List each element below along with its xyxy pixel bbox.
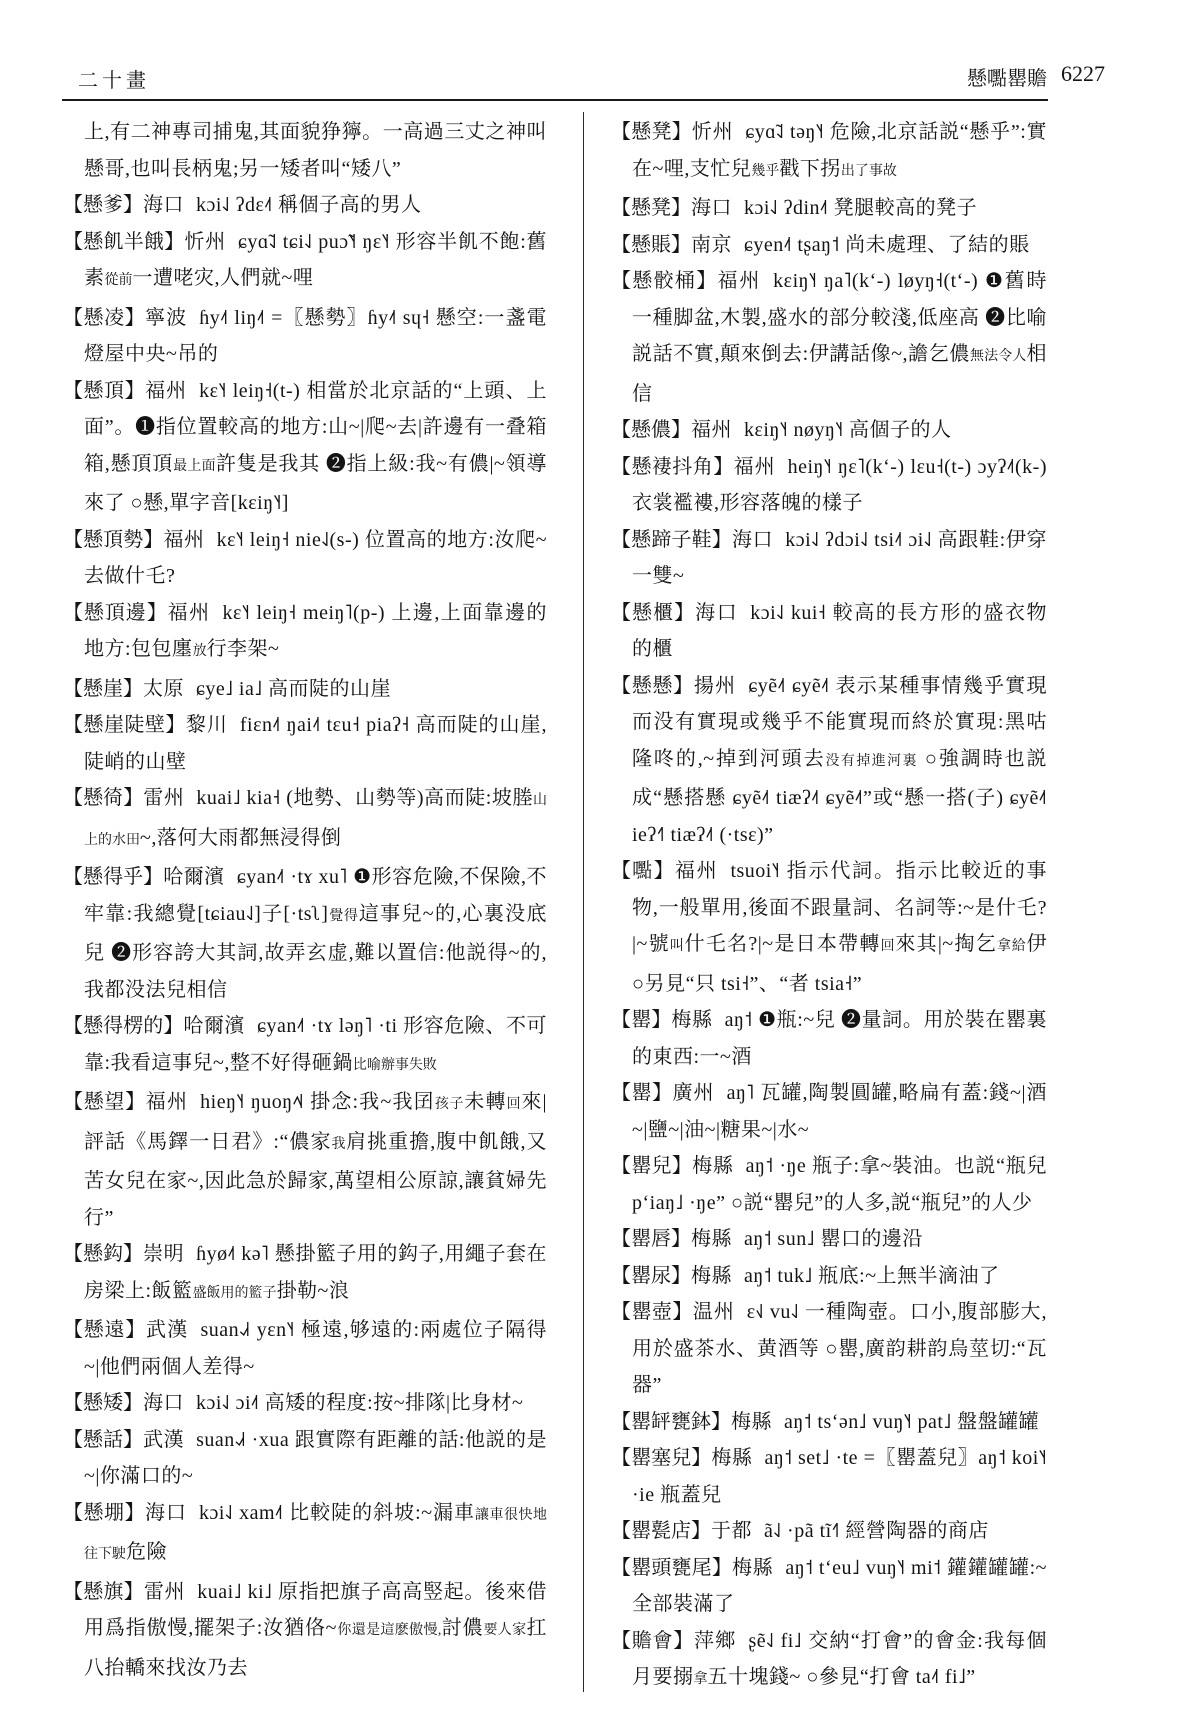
entry-headword: 【懸旗】: [63, 1580, 144, 1603]
dictionary-entry: [63, 300, 547, 373]
entry-body: ã˨˩ ·pã tĩ˧˥ 經營陶器的商店: [764, 1520, 989, 1542]
inline-gloss: 比喻辦事失敗: [352, 1057, 437, 1073]
entry-region: 太原: [143, 677, 184, 700]
dictionary-entry: [611, 1148, 1047, 1221]
entry-body: ɛ˧˩ vu˨˩ 一種陶壺。口小,腹部膨大,用於盛茶水、黄酒等 ○罌,廣韵耕韵烏莖切:“瓦器”: [632, 1301, 1047, 1396]
inline-gloss: 要人家: [483, 1623, 527, 1638]
dictionary-entry: [63, 373, 547, 522]
entry-body: aŋ˦ tʻeu˩ vuŋ˥˧ mi˦ 鑵鑵罐罐:~全部裝滿了: [632, 1556, 1047, 1615]
entry-region: 福州: [733, 455, 776, 478]
entry-region: 寧波: [145, 306, 188, 329]
entry-region: 梅縣: [671, 1009, 713, 1031]
entry-body: aŋ˦ sun˩ 罌口的邊沿: [744, 1228, 923, 1250]
entry-region: 海口: [695, 601, 739, 624]
entry-body: ɕye˩ ia˩ 高而陡的山崖: [196, 677, 391, 700]
dictionary-entry: [63, 1084, 547, 1236]
entry-region: 温州: [692, 1301, 735, 1323]
entry-body: ɕyen˨˦ tʂaŋ˦ 尚未處理、了結的賬: [744, 233, 1030, 256]
dictionary-entry: [63, 671, 547, 708]
entry-headword: 【懸得乎】: [63, 866, 164, 888]
dictionary-entry: [611, 449, 1047, 522]
inline-gloss: 山上的水田: [84, 793, 547, 848]
entry-region: 廣州: [672, 1082, 715, 1104]
dictionary-entry: [63, 187, 547, 224]
stroke-index-label: 二十畫: [78, 70, 150, 92]
entry-region: 萍鄉: [694, 1629, 737, 1652]
entry-region: 梅縣: [691, 1228, 732, 1250]
entry-region: 福州: [691, 419, 732, 441]
entry-headword: 【懸褄抖角】: [611, 455, 734, 478]
entry-headword: 【罌唇】: [611, 1228, 691, 1250]
entry-region: 梅縣: [692, 1155, 734, 1177]
dictionary-entry: [611, 190, 1047, 227]
entry-body: kɔi˨˩ ɔi˨˦ 高矮的程度:按~排隊|比身材~: [196, 1392, 524, 1414]
entry-region: 福州: [717, 270, 762, 292]
entry-body: kɔi˨˩ kui˧ 較高的長方形的盛衣物的櫃: [632, 601, 1047, 660]
dictionary-entry: [611, 1513, 1047, 1550]
dictionary-entry: [63, 1574, 547, 1687]
entry-headword: 【懸望】: [63, 1091, 146, 1113]
inline-gloss: 孩子: [434, 1097, 465, 1112]
entry-body: ɦyø˨˦ kə˥ 懸掛籃子用的鈎子,用繩子套在房梁上:飯籃盛飯用的籃子掛勒~浪: [84, 1243, 547, 1302]
entry-headword: 【懸懸】: [611, 674, 694, 697]
dictionary-entry: [63, 1385, 547, 1422]
entry-headword: 【贍會】: [611, 1629, 694, 1652]
entry-headword: 【罌甏店】: [611, 1520, 711, 1542]
entry-region: 哈爾濱: [183, 1015, 246, 1037]
entry-headword: 【懸崖】: [63, 677, 143, 700]
entry-region: 海口: [143, 1392, 184, 1414]
entry-body: ɕyẽ˨˦ ɕyẽ˨˦ 表示某種事情幾乎實現而没有實現或幾乎不能實現而終於實現:黑咕隆咚的,~掉到河頭去没有掉進河裏 ○強調時也説成“懸搭懸 ɕyẽ˨˦ tiæʔ˨˦ ɕyẽ˨˦”或“懸一搭(子) ɕyẽ˨˦ ieʔ˧˥ tiæʔ˨˦ (·tsɛ)”: [632, 674, 1047, 846]
entry-headword: 【懸凳】: [611, 197, 691, 219]
dictionary-entry: [63, 1422, 547, 1495]
inline-gloss: 你還是這麽傲慢,: [337, 1623, 442, 1638]
inline-gloss: 拿: [693, 1672, 708, 1687]
inline-gloss: 幾乎: [751, 163, 780, 179]
inline-gloss: 回: [506, 1097, 522, 1112]
dictionary-entry: [611, 412, 1047, 449]
dictionary-entry: [611, 1258, 1047, 1295]
entry-body: fiɛn˨˦ ŋai˨˦ tɛu˧ piaʔ˧ 高而陡的山崖,陡峭的山壁: [84, 714, 547, 773]
entry-headword: 【懸頂邊】: [63, 601, 168, 624]
dictionary-entry: [63, 1312, 547, 1385]
header-rule: [62, 99, 1048, 101]
dictionary-entry: [611, 853, 1047, 1002]
column-divider: [583, 112, 584, 1692]
entry-region: 海口: [731, 528, 774, 551]
entry-region: 福州: [145, 1091, 189, 1113]
inline-gloss: 拿給: [997, 939, 1027, 954]
entry-region: 揚州: [693, 674, 737, 697]
entry-region: 梅縣: [731, 1556, 774, 1579]
inline-gloss: 無法令人: [970, 349, 1027, 364]
entry-body: aŋ˥ 瓦罐,陶製圓罐,略扁有蓋:錢~|酒~|鹽~|油~|糖果~|水~: [632, 1082, 1047, 1141]
entry-headword: 【懸櫃】: [611, 601, 696, 624]
inline-gloss: 回: [880, 939, 896, 954]
dictionary-entry: [63, 707, 547, 780]
dictionary-entry: [611, 263, 1047, 412]
entry-region: 于都: [711, 1520, 752, 1542]
entry-body: ɕyan˨˦ ·tɤ ləŋ˥ ·ti 形容危險、不可靠:我看這事兒~,整不好得砸鍋比喻辦事失敗: [84, 1015, 547, 1074]
entry-body: ɕyɑ̃˨˩ təŋ˥˧ 危險,北京話説“懸乎”:實在~哩,支忙兒幾乎戳下拐出了事故: [632, 121, 1047, 180]
entry-headword: 【懸遠】: [63, 1319, 146, 1341]
inline-gloss: 讓車很快地往下駛: [84, 1507, 547, 1562]
dictionary-entry: [611, 1404, 1047, 1441]
entry-body: hieŋ˥˧ ŋuoŋ˨˦˨ 掛念:我~我囝孩子未轉回來|評話《馬鐸一日君》:“儂家我肩挑重擔,腹中飢餓,又苦女兒在家~,因此急於歸家,萬望相公原諒,讓貧婦先行”: [84, 1091, 547, 1229]
entry-body: kɔi˨˩ ʔdɔi˨˩ tsi˨˦ ɔi˨˩ 高跟鞋:伊穿一雙~: [632, 528, 1047, 587]
entry-headword: 【罌】: [611, 1009, 672, 1031]
dictionary-entry: [611, 1623, 1047, 1699]
right-column: [611, 114, 1047, 1710]
entry-body: ʂẽ˨˩ fi˩ 交納“打會”的會金:我每個月要搦拿五十塊錢~ ○參見“打會 ta˨˦ fi˩”: [632, 1629, 1047, 1688]
inline-gloss: 放: [192, 644, 207, 659]
entry-headword: 【懸鈎】: [63, 1243, 144, 1265]
dictionary-entry: [611, 227, 1047, 264]
inline-gloss: 我: [331, 1136, 347, 1152]
dictionary-entry: [611, 1075, 1047, 1148]
entry-body: kɛ˥˧ leiŋ˧ meiŋ˥(p-) 上邊,上面靠邊的地方:包包廛放行李架~: [84, 601, 547, 660]
left-column: [63, 114, 547, 1710]
entry-region: 海口: [691, 197, 732, 219]
entry-body: kɛ˥˧ leiŋ˧ nie˨˩(s-) 位置高的地方:汝爬~去做什乇?: [84, 528, 547, 587]
entry-region: 哈爾濱: [163, 866, 225, 888]
dictionary-entry: [63, 1008, 547, 1084]
entry-body: kɛiŋ˥˧ nøyŋ˥˧ 高個子的人: [744, 419, 952, 441]
dictionary-entry: [63, 522, 547, 595]
entry-headword: 【罌兒】: [611, 1155, 693, 1177]
entry-body: kuai˩ kia˧ (地勢、山勢等)高而陡:坡塍山上的水田~,落何大雨都無浸得倒: [84, 787, 547, 849]
dictionary-entry: [611, 1294, 1047, 1404]
entry-body: kɔi˨˩ xam˨˦ 比較陡的斜坡:~漏車讓車很快地往下駛危險: [84, 1501, 547, 1563]
entry-headword: 【懸賬】: [611, 233, 691, 256]
dictionary-entry: [63, 1236, 547, 1312]
entry-body: aŋ˦ tuk˩ 瓶底:~上無半滴油了: [744, 1264, 1000, 1287]
entry-headword: 【懸凌】: [63, 306, 146, 329]
dictionary-entry: [611, 114, 1047, 190]
entry-body: ɕyan˨˦ ·tɤ xu˥ ❶形容危險,不保險,不牢靠:我總覺[tɕiau˨˩]子[·tsʅ]覺得這事兒~的,心裏没底兒 ❷形容誇大其詞,故弄玄虚,難以置信:他説得~的,我都没法兒相信: [84, 866, 547, 1001]
entry-headword: 【罌頭甕尾】: [611, 1556, 732, 1579]
entry-region: 海口: [143, 194, 184, 216]
dictionary-entry: [611, 668, 1047, 854]
entry-headword: 【懸徛】: [63, 787, 144, 809]
entry-body: ɕyɑ̃˨˩ tɕi˨˩ puɔ̃˥˧ ŋɛ˥˧ 形容半飢不飽:舊素從前一遭咾灾,人們就~哩: [84, 230, 547, 289]
entry-headword: 【懸蹄子鞋】: [611, 528, 732, 551]
entry-headword: 【罌】: [611, 1082, 673, 1104]
entry-body: aŋ˦ set˩ ·te =〖罌蓋兒〗aŋ˦ koi˥˧ ·ie 瓶蓋兒: [632, 1447, 1047, 1506]
inline-gloss: 叫: [669, 939, 685, 954]
entry-headword: 【懸凳】: [611, 121, 692, 143]
entry-region: 崇明: [143, 1243, 185, 1265]
entry-headword: 【懸頂】: [63, 379, 146, 402]
entry-region: 忻州: [184, 230, 227, 253]
entry-headword: 【懸骹桶】: [611, 270, 718, 292]
entry-region: 福州: [674, 860, 719, 882]
entry-body: ɦy˨˦ liŋ˨˦ =〖懸勢〗ɦy˨˦ sɥ˧ 懸空:一盞電燈屋中央~吊的: [84, 306, 547, 365]
entry-region: 福州: [167, 601, 211, 624]
entry-region: 黎川: [185, 714, 228, 736]
entry-body: kɔi˨˩ ʔdɛ˨˦ 稱個子高的男人: [196, 194, 422, 216]
entry-headword: 【懸頂勢】: [63, 528, 164, 551]
entry-headword: 【懸崖陡壁】: [63, 714, 186, 736]
entry-body: tsuoi˥˧ 指示代詞。指示比較近的事物,一般單用,後面不跟量詞、名詞等:~是什乇?|~號叫什乇名?|~是日本帶轉回來其|~掏乞拿給伊 ○另見“只 tsi˧”、“者 tsia˧”: [632, 860, 1047, 995]
dictionary-entry: [63, 224, 547, 300]
entry-region: 雷州: [143, 1580, 186, 1603]
entry-region: 忻州: [691, 121, 734, 143]
entry-body: kɔi˨˩ ʔdin˨˦ 凳腿較高的凳子: [744, 197, 978, 219]
entry-headword: 【罌塞兒】: [611, 1447, 712, 1469]
entry-headword: 【嚸】: [611, 860, 675, 882]
entry-headword: 【懸得楞的】: [63, 1015, 184, 1037]
inline-gloss: 没有掉進河裏: [825, 753, 918, 769]
entry-body: heiŋ˥˧ ŋɛ˥(kʻ-) lɛu˧(t-) ɔyʔ˨˦(k-) 衣裳襤褸,形容落魄的樣子: [632, 455, 1047, 514]
dictionary-entry: [611, 1002, 1047, 1075]
entry-body: kɛiŋ˥˧ ŋa˥(kʻ-) løyŋ˧(tʻ-) ❶舊時一種脚盆,木製,盛水的部分較淺,低座高 ❷比喻説話不實,顛來倒去:伊講話像~,譫乞儂無法令人相信: [632, 270, 1047, 405]
continuation-text: 上,有二神專司捕鬼,其面貌狰獰。一高過三丈之神叫懸哥,也叫長柄鬼;另一矮者叫“矮八”: [84, 121, 547, 180]
entry-body: kɛ˥˧ leiŋ˧(t-) 相當於北京話的“上頭、上面”。❶指位置較高的地方:山~|爬~去|許邊有一叠箱箱,懸頂頂最上面許隻是我其 ❷指上級:我~有儂|~領導來了 ○懸,單字音[kɛiŋ˥˧]: [84, 379, 547, 514]
inline-gloss: 從前: [104, 273, 133, 288]
dictionary-entry: [63, 780, 547, 859]
inline-gloss: 盛飯用的籃子: [192, 1285, 277, 1301]
entry-region: 南京: [691, 233, 732, 256]
entry-headword: 【懸堋】: [63, 1501, 145, 1524]
dictionary-entry: [611, 1221, 1047, 1258]
entry-body: aŋ˦ ❶瓶:~兒 ❷量詞。用於裝在罌裏的東西:一~酒: [632, 1009, 1047, 1068]
entry-headword: 【懸飢半餓】: [63, 230, 185, 253]
entry-region: 福州: [163, 528, 205, 551]
entry-headword: 【罌䍈甕鉢】: [611, 1410, 731, 1433]
entry-body: aŋ˦ ·ŋe 瓶子:拿~裝油。也説“瓶兒 pʻiaŋ˩ ·ŋe” ○説“罌兒”的人多,説“瓶兒”的人少: [632, 1155, 1047, 1214]
entry-headword: 【罌尿】: [611, 1264, 691, 1287]
entry-region: 海口: [145, 1501, 187, 1524]
entry-region: 梅縣: [691, 1264, 732, 1287]
entry-headword: 【罌壺】: [611, 1301, 693, 1323]
entry-body: kuai˩ ki˩ 原指把旗子高高竪起。後來借用爲指傲慢,擺架子:汝猶佫~你還是這麽傲慢,討儂要人家扛八抬轎來找汝乃去: [84, 1580, 547, 1679]
inline-gloss: 最上面: [173, 458, 216, 474]
entry-region: 福州: [145, 379, 188, 402]
dictionary-entry: [63, 1495, 547, 1574]
dictionary-entry: [611, 595, 1047, 668]
entry-headword: 【懸儂】: [611, 419, 691, 441]
entry-region: 梅縣: [731, 1410, 772, 1433]
dictionary-entry: [611, 522, 1047, 595]
entry-region: 武漢: [143, 1428, 185, 1451]
dictionary-entry: [611, 1550, 1047, 1623]
entry-body: aŋ˦ tsʻən˩ vuŋ˥˧ pat˩ 盤盤罐罐: [784, 1410, 1040, 1433]
entry-headword: 【懸話】: [63, 1428, 144, 1451]
entry-headword: 【懸爹】: [63, 194, 143, 216]
entry-region: 武漢: [145, 1319, 189, 1341]
entry-body: suan˨˩˧ ·xua 跟實際有距離的話:他説的是~|你滿口的~: [84, 1428, 547, 1487]
page-number: 6227: [1061, 61, 1105, 86]
entry-region: 雷州: [143, 787, 185, 809]
inline-gloss: 出了事故: [840, 163, 897, 179]
entry-body: suan˨˩˧ yɛn˥˧ 極遠,够遠的:兩處位子隔得~|他們兩個人差得~: [84, 1319, 547, 1378]
guide-words: 懸嚸罌贍: [967, 68, 1047, 90]
inline-gloss: 覺得: [328, 908, 359, 924]
dictionary-entry: [63, 859, 547, 1008]
entry-headword: 【懸矮】: [63, 1392, 143, 1414]
entry-region: 梅縣: [711, 1447, 753, 1469]
dictionary-entry: [63, 595, 547, 671]
dictionary-entry: [611, 1440, 1047, 1513]
